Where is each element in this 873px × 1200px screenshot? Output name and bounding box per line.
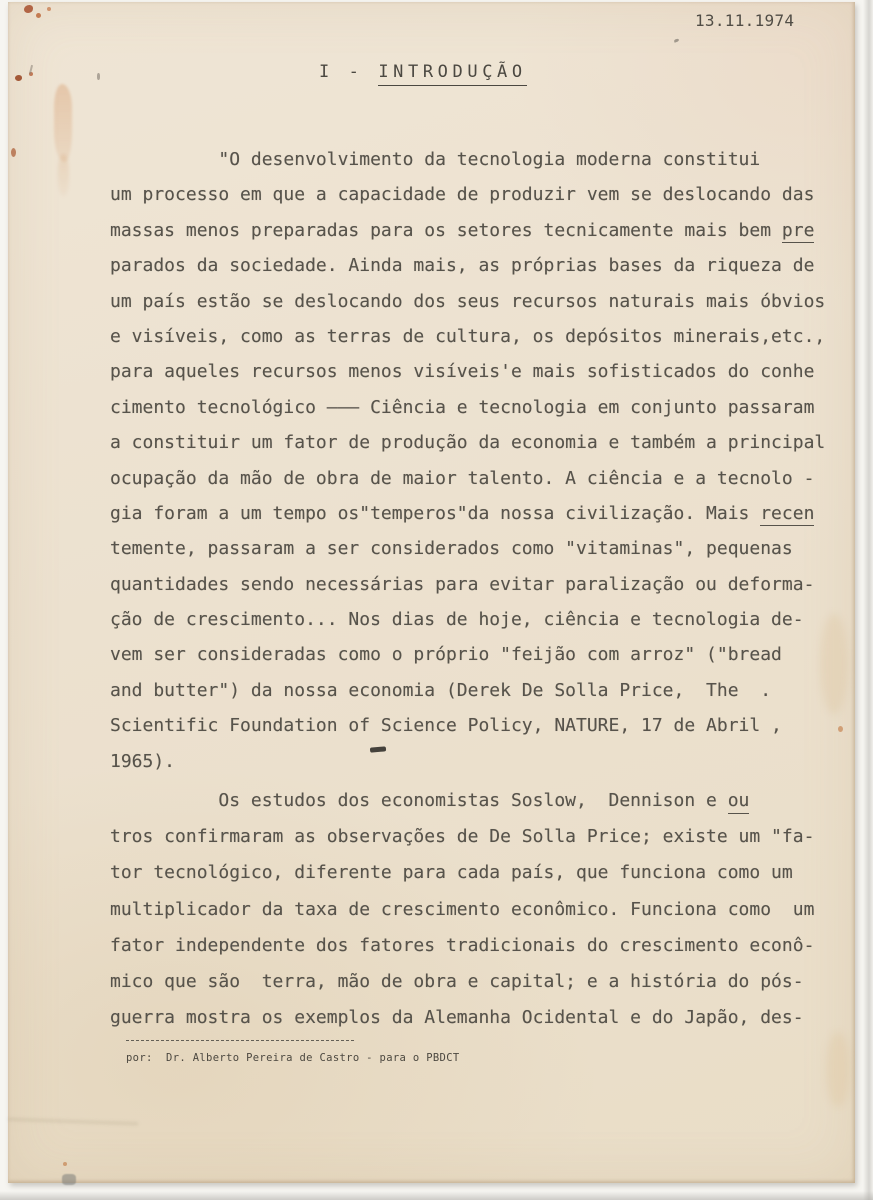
text-line: quantidades sendo necessárias para evitar paralização ou deforma- <box>110 573 815 595</box>
pen-dot-mark <box>674 38 680 43</box>
text-line: a constituir um fator de produção da economia e também a principal <box>110 432 826 454</box>
water-drip-stain <box>58 154 69 196</box>
text-line: tros confirmaram as observações de De Solla Price; existe um "fa- <box>110 826 815 848</box>
text-line: parados da sociedade. Ainda mais, as próprias bases da riqueza de <box>110 255 815 277</box>
rust-speck <box>36 13 41 18</box>
page-title-prefix: I - <box>319 62 379 82</box>
paragraph-2 <box>110 783 814 1036</box>
rust-speck <box>29 72 33 76</box>
text-line: gia foram a um tempo os"temperos"da nossa civilização. Mais recen <box>110 496 825 531</box>
rust-speck <box>11 148 16 157</box>
text-line: temente, passaram a ser considerados como "vitaminas", pequenas <box>110 538 793 560</box>
text-line: cimento tecnológico ——— Ciência e tecnologia em conjunto passaram <box>110 396 815 418</box>
rust-speck <box>24 5 33 13</box>
text-line: tor tecnológico, diferente para cada país, que funciona como um <box>110 862 793 884</box>
text-line: um processo em que a capacidade de produzir vem se deslocando das <box>110 184 815 206</box>
rust-speck <box>47 7 51 11</box>
page-title <box>319 62 527 82</box>
ink-speck <box>97 73 100 80</box>
date-stamp: 13.11.1974 <box>695 11 795 30</box>
text-line: Scientific Foundation of Science Policy, NATURE, 17 de Abril , <box>110 715 782 737</box>
footnote-text: por: Dr. Alberto Pereira de Castro - para o PBDCT <box>126 1052 460 1064</box>
rust-speck <box>63 1162 67 1166</box>
scanner-shadow <box>863 0 873 1200</box>
rust-speck <box>15 75 22 81</box>
rust-speck <box>838 726 843 732</box>
text-line: ção de crescimento... Nos dias de hoje, ciência e tecnologia de- <box>110 609 804 631</box>
pencil-tick-mark <box>29 65 33 74</box>
edge-stain <box>826 1032 850 1107</box>
paper-crease <box>8 1118 138 1126</box>
bottom-edge-smudge <box>62 1174 76 1185</box>
text-line: um país estão se deslocando dos seus recursos naturais mais óbvios <box>110 290 826 312</box>
water-drip-stain <box>54 84 72 162</box>
scanned-document-page <box>8 2 855 1183</box>
text-line: 1965). <box>110 750 176 772</box>
text-line: guerra mostra os exemplos da Alemanha Ocidental e do Japão, des- <box>110 1007 804 1029</box>
text-line: fator independente dos fatores tradicionais do crescimento econô- <box>110 934 815 956</box>
text-line: "O desenvolvimento da tecnologia moderna constitui <box>110 149 761 170</box>
text-line: vem ser consideradas como o próprio "feijão com arroz" ("bread <box>110 644 782 666</box>
text-line: ocupação da mão de obra de maior talento. A ciência e a tecnolo - <box>110 467 815 489</box>
paragraph-1 <box>110 142 825 779</box>
text-line: and butter") da nossa economia (Derek De Solla Price, The . <box>110 679 772 701</box>
text-line: para aqueles recursos menos visíveis'e mais sofisticados do conhe <box>110 361 815 383</box>
footnote-rule <box>126 1040 354 1041</box>
text-line: e visíveis, como as terras de cultura, os depósitos minerais,etc., <box>110 325 826 347</box>
text-line: massas menos preparadas para os setores tecnicamente mais bem pre <box>110 213 825 248</box>
scanner-shadow <box>0 1191 873 1200</box>
text-line: multiplicador da taxa de crescimento econômico. Funciona como um <box>110 898 815 920</box>
page-title-word: INTRODUÇÃO <box>378 62 526 86</box>
text-line: Os estudos dos economistas Soslow, Dennison e ou <box>110 783 814 819</box>
text-line: mico que são terra, mão de obra e capital; e a história do pós- <box>110 970 804 992</box>
